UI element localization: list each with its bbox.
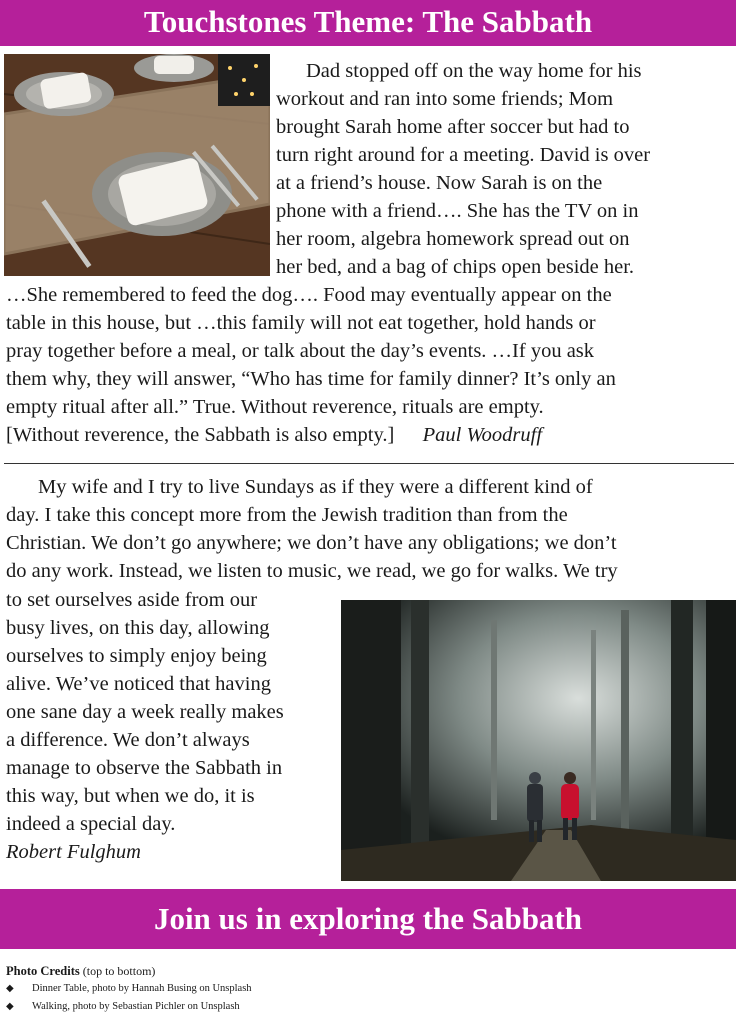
quote2-line: manage to observe the Sabbath in: [6, 757, 283, 779]
quote2-line: one sane day a week really makes: [6, 701, 284, 723]
quote2-line: busy lives, on this day, allowing: [6, 617, 270, 639]
quote1-line: table in this house, but …this family will not eat together, hold hands or: [6, 312, 596, 334]
forest-walk-photo: [341, 600, 736, 881]
diamond-bullet-icon: ◆: [6, 983, 14, 994]
quote2-line: to set ourselves aside from our: [6, 589, 258, 611]
quote1-line: workout and ran into some friends; Mom: [276, 88, 614, 110]
quote1-line: them why, they will answer, “Who has time for family dinner? It’s only an: [6, 368, 616, 390]
credits-subtitle: (top to bottom): [82, 964, 156, 978]
quote2-line: this way, but when we do, it is: [6, 785, 255, 807]
quote1-line: at a friend’s house. Now Sarah is on the: [276, 172, 603, 194]
quote1-last-line: [6, 424, 542, 447]
quote1-line: brought Sarah home after soccer but had to: [276, 116, 630, 138]
author-woodruff: Paul Woodruff: [422, 424, 543, 446]
dinner-table-photo: [4, 54, 270, 276]
section-divider: [4, 463, 734, 464]
quote2-line: indeed a special day.: [6, 813, 176, 835]
quote2-line: a difference. We don’t always: [6, 729, 250, 751]
author-fulghum: Robert Fulghum: [6, 841, 141, 863]
quote1-line: Dad stopped off on the way home for his: [306, 60, 642, 82]
quote2-line: do any work. Instead, we listen to music, we read, we go for walks. We try: [6, 560, 618, 582]
credit-text: Walking, photo by Sebastian Pichler on Unsplash: [32, 1001, 240, 1012]
credit-text: Dinner Table, photo by Hannah Busing on Unsplash: [32, 983, 252, 994]
diamond-bullet-icon: ◆: [6, 1001, 14, 1012]
credits-title: Photo Credits: [6, 964, 80, 978]
photo-credits: [6, 962, 252, 1016]
quote2-line: Christian. We don’t go anywhere; we don’t have any obligations; we don’t: [6, 532, 617, 554]
quote1-line: empty ritual after all.” True. Without reverence, rituals are empty.: [6, 396, 544, 418]
credit-item: [6, 998, 252, 1016]
quote1-closing: [Without reverence, the Sabbath is also empty.]: [6, 424, 395, 446]
credit-item: [6, 980, 252, 998]
quote2-line: My wife and I try to live Sundays as if they were a different kind of: [38, 476, 593, 498]
credits-heading: [6, 962, 252, 980]
quote1-line: her bed, and a bag of chips open beside her.: [276, 256, 635, 278]
quote2-line: day. I take this concept more from the Jewish tradition than from the: [6, 504, 568, 526]
quote1-line: pray together before a meal, or talk about the day’s events. …If you ask: [6, 340, 595, 362]
footer-banner: Join us in exploring the Sabbath: [0, 889, 736, 949]
quote1-line: …She remembered to feed the dog…. Food may eventually appear on the: [6, 284, 612, 306]
page-title: Touchstones Theme: The Sabbath: [0, 0, 736, 46]
quote1-line: phone with a friend…. She has the TV on in: [276, 200, 639, 222]
quote2-line: ourselves to simply enjoy being: [6, 645, 267, 667]
quote2-line: alive. We’ve noticed that having: [6, 673, 271, 695]
quote1-line: her room, algebra homework spread out on: [276, 228, 630, 250]
quote1-line: turn right around for a meeting. David is over: [276, 144, 651, 166]
